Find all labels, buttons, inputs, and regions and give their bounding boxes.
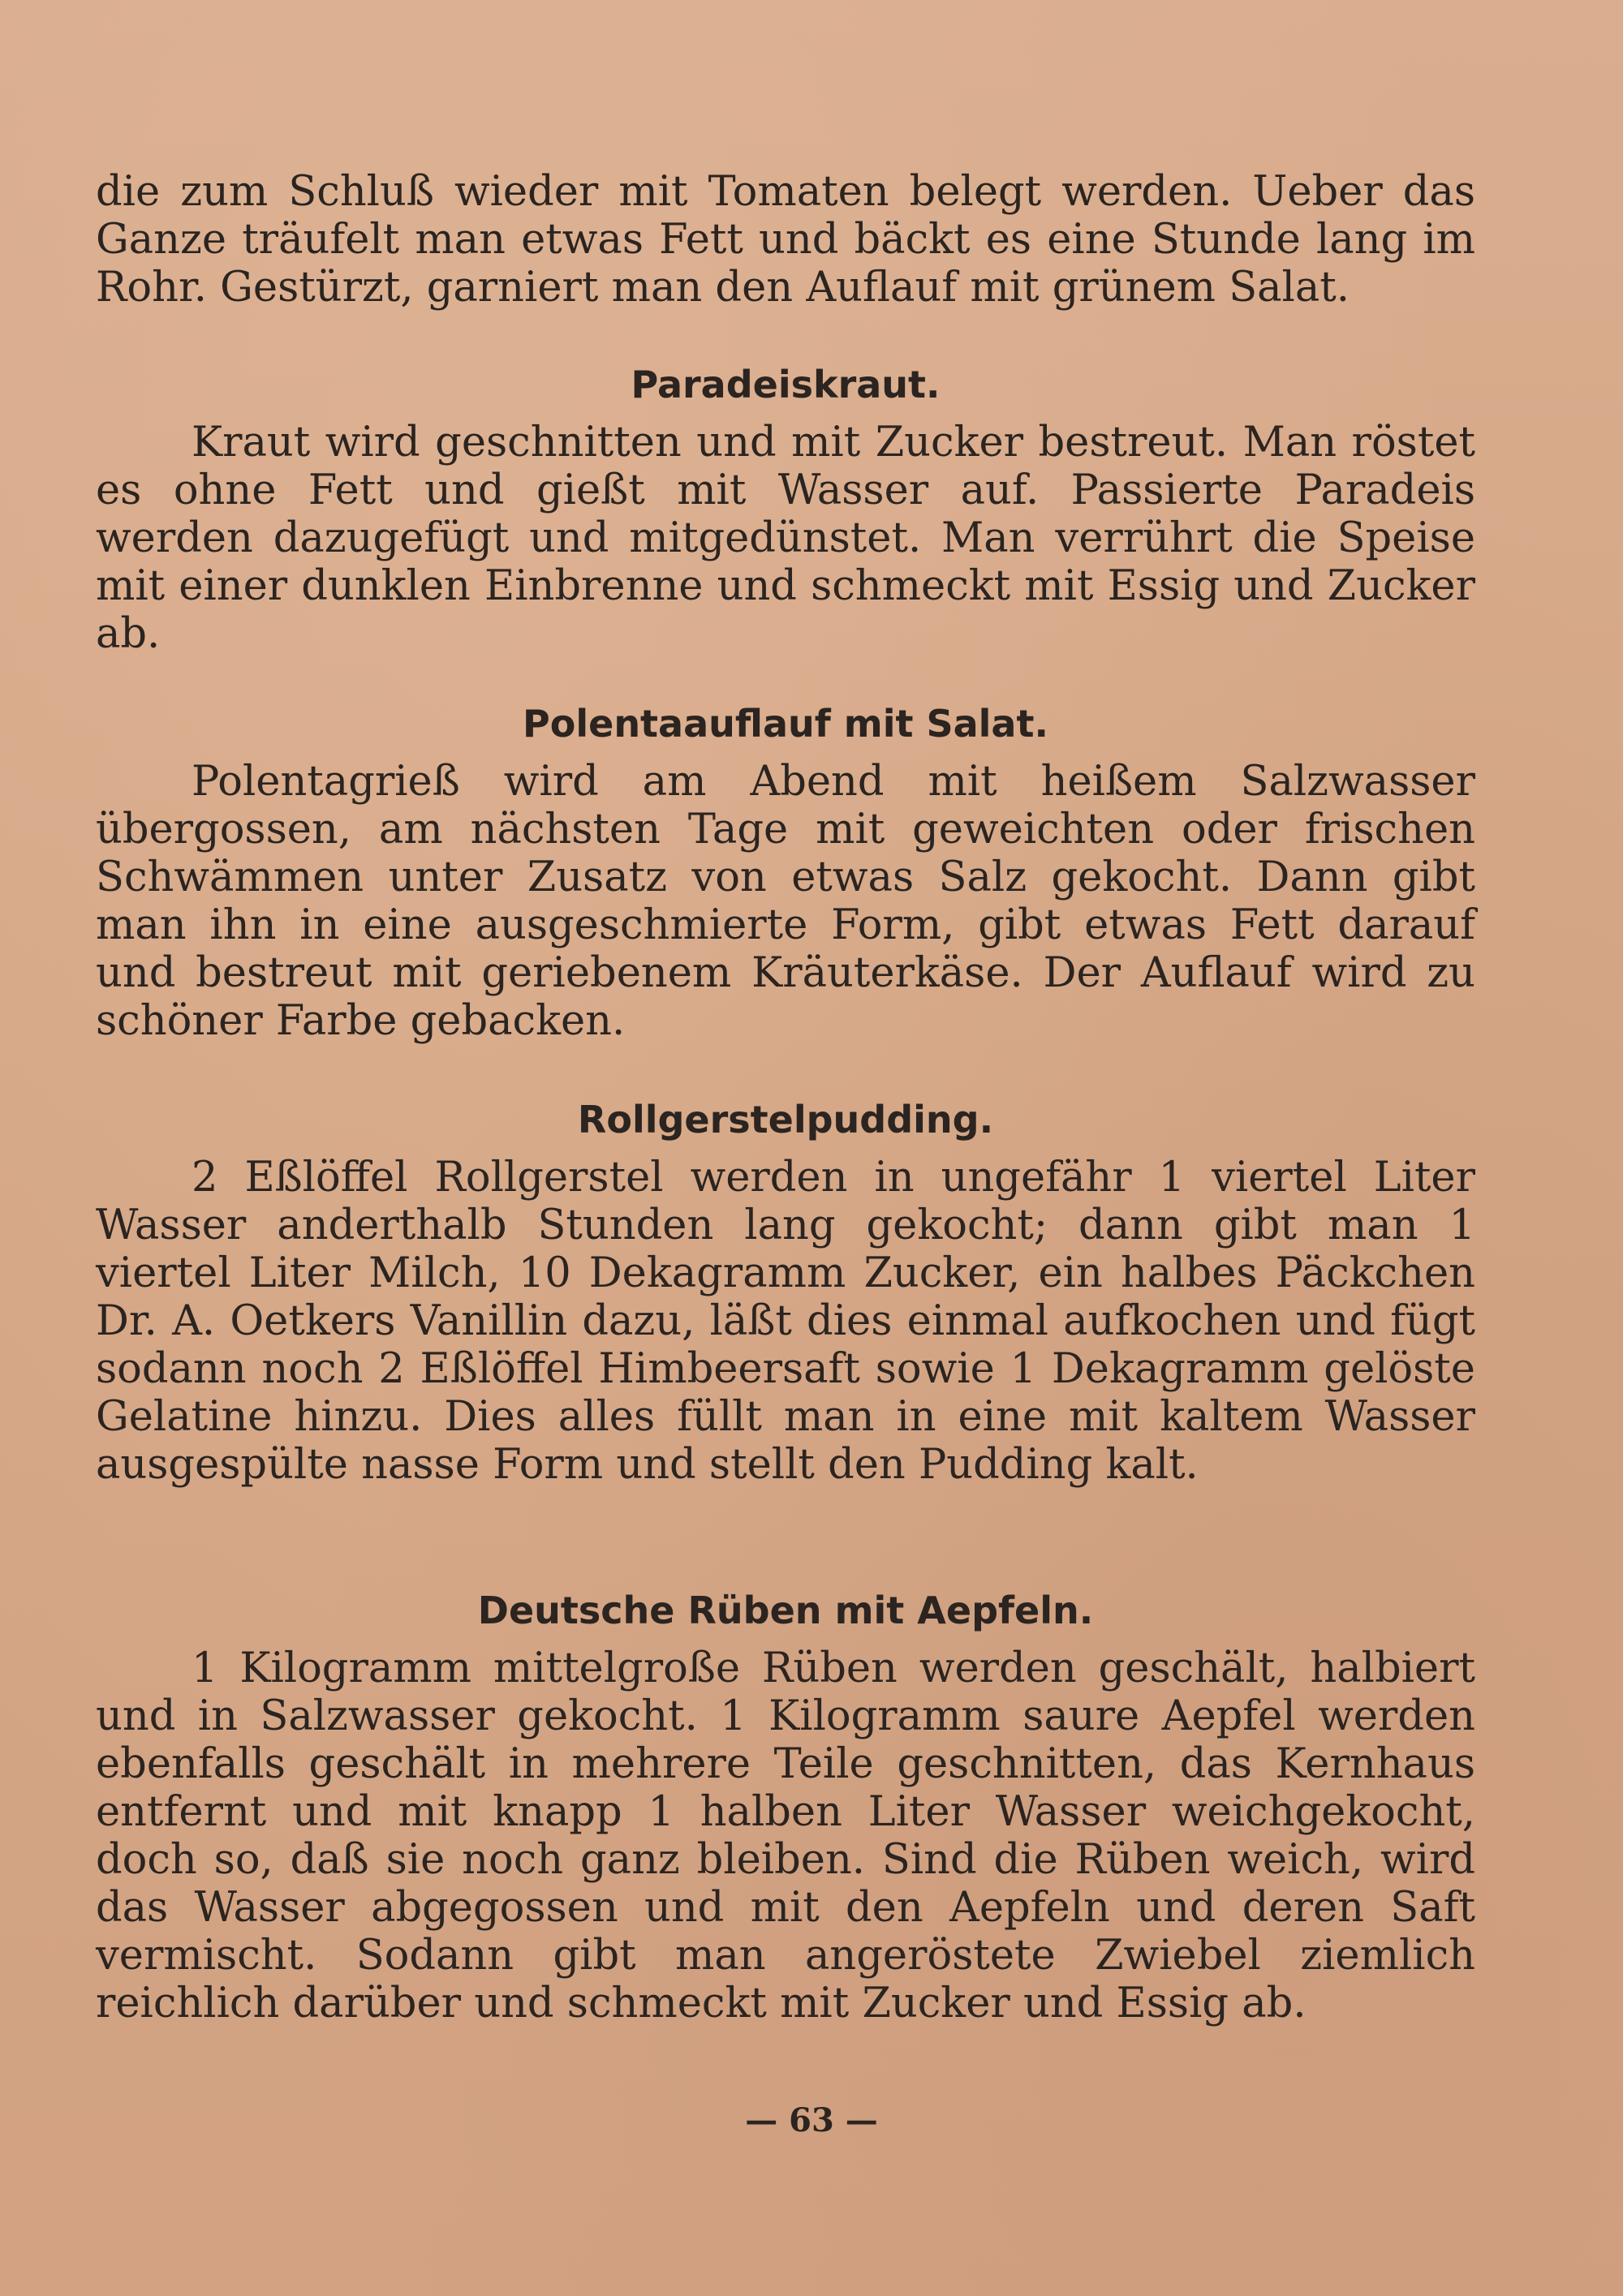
page-number: — 63 — [745,2101,878,2139]
recipe-text-deutsche-rueben: 1 Kilogramm mittelgroße Rüben werden geschält, halbiert und in Salzwasser gekocht. 1 Kilogramm saure Aepfel werden ebenfalls geschält in mehrere Teile geschnitten, das Kernhaus entfernt und mit knapp 1 halben Liter Wasser weichgekocht, doch so, daß sie noch ganz bleiben. Sind die Rüben weich, wird das Wasser abgegossen und mit den Aepfeln und deren Saft vermischt. Sodann gibt man angeröstete Zwiebel ziemlich reichlich darüber und schmeckt mit Zucker und Essig ab. [96,1645,1475,2027]
recipe-text-polentaauflauf: Polentagrieß wird am Abend mit heißem Salzwasser übergossen, am nächsten Tage mit geweichten oder frischen Schwämmen unter Zusatz von etwas Salz gekocht. Dann gibt man ihn in eine ausgeschmierte Form, gibt etwas Fett darauf und bestreut mit geriebenem Kräuterkäse. Der Auflauf wird zu schöner Farbe gebacken. [96,758,1475,1045]
recipe-title-polentaauflauf: Polentaauflauf mit Salat. [523,702,1048,746]
recipe-rollgerstelpudding [96,1154,1475,1489]
intro-paragraph: die zum Schluß wieder mit Tomaten belegt werden. Ueber das Ganze träufelt man etwas Fett und bäckt es eine Stunde lang im Rohr. Gestürzt, garniert man den Auflauf mit grünem Salat. [96,168,1475,312]
recipe-text-paradeiskraut: Kraut wird geschnitten und mit Zucker bestreut. Man röstet es ohne Fett und gießt mit Wasser auf. Passierte Paradeis werden dazugefügt und mitgedünstet. Man verrührt die Speise mit einer dunklen Einbrenne und schmeckt mit Essig und Zucker ab. [96,419,1475,658]
recipe-title-paradeiskraut: Paradeiskraut. [631,363,941,406]
recipe-paradeiskraut [96,419,1475,658]
recipe-text-rollgerstelpudding: 2 Eßlöffel Rollgerstel werden in ungefähr 1 viertel Liter Wasser anderthalb Stunden lang gekocht; dann gibt man 1 viertel Liter Milch, 10 Dekagramm Zucker, ein halbes Päckchen Dr. A. Oetkers Vanillin dazu, läßt dies einmal aufkochen und fügt sodann noch 2 Eßlöffel Himbeersaft sowie 1 Dekagramm gelöste Gelatine hinzu. Dies alles füllt man in eine mit kaltem Wasser ausgespülte nasse Form und stellt den Pudding kalt. [96,1154,1475,1489]
recipe-deutsche-rueben [96,1645,1475,2027]
recipe-polentaauflauf [96,758,1475,1045]
intro-paragraph-block [96,168,1475,312]
recipe-title-deutsche-rueben: Deutsche Rüben mit Aepfeln. [477,1589,1094,1632]
recipe-title-rollgerstelpudding: Rollgerstelpudding. [577,1098,994,1142]
